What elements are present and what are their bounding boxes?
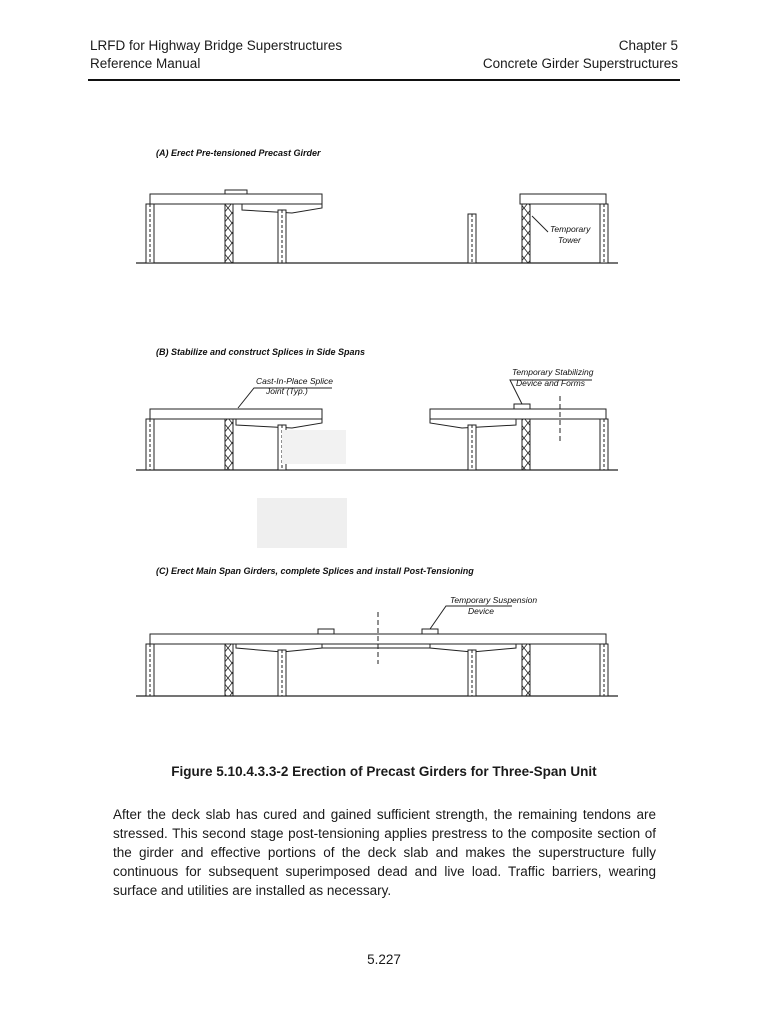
- document-title: LRFD for Highway Bridge Superstructures: [90, 38, 343, 53]
- label-cip-splice-1: Cast-In-Place Splice: [256, 376, 334, 386]
- panel-a-title: (A) Erect Pre-tensioned Precast Girder: [156, 148, 321, 158]
- panel-b-title: (B) Stabilize and construct Splices in Side Spans: [156, 347, 366, 357]
- chapter-number: Chapter 5: [618, 38, 678, 53]
- label-temp-suspension-1: Temporary Suspension: [450, 595, 538, 605]
- running-header-left: [90, 37, 342, 73]
- label-temp-stabilizing-2: Device and Forms: [516, 378, 585, 388]
- running-header-right: [483, 37, 678, 73]
- chapter-title: Concrete Girder Superstructures: [482, 56, 678, 71]
- label-temp-stabilizing-1: Temporary Stabilizing: [512, 367, 594, 377]
- panel-a-drawing: [136, 190, 618, 263]
- figure-caption: Figure 5.10.4.3.3-2 Erection of Precast Girders for Three-Span Unit: [171, 764, 597, 779]
- body-paragraph: After the deck slab has cured and gained sufficient strength, the remaining tendons are stressed. This second stage post-tensioning applies prestress to the composite section of the girder and effective portions of the deck slab and makes the superstructure fully continuous for subsequent superimposed dead and live load. Traffic barriers, wearing surface and utilities are installed as necessary.: [113, 807, 656, 898]
- label-temporary-tower-2: Tower: [558, 235, 581, 245]
- panel-b-drawing: [136, 380, 618, 548]
- panel-c-title: (C) Erect Main Span Girders, complete Splices and install Post-Tensioning: [156, 566, 474, 576]
- erection-figure: [132, 118, 644, 758]
- document-subtitle: Reference Manual: [90, 56, 201, 71]
- erection-diagram: [132, 118, 644, 758]
- header-rule: [88, 79, 680, 81]
- panel-c-drawing: [136, 606, 618, 696]
- page-number: 5.227: [367, 952, 401, 967]
- label-temporary-tower-1: Temporary: [550, 224, 591, 234]
- label-temp-suspension-2: Device: [468, 606, 494, 616]
- label-cip-splice-2: Joint (Typ.): [266, 386, 308, 396]
